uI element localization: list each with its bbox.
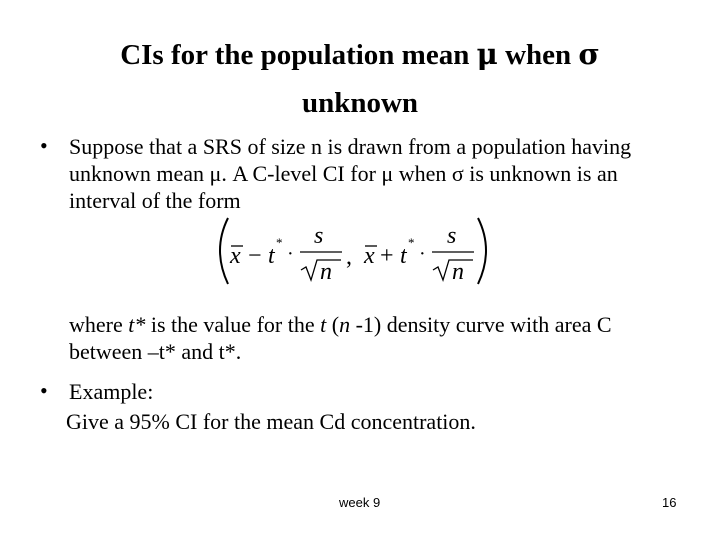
- mu-symbol: μ: [476, 37, 498, 71]
- comma: ,: [346, 244, 352, 270]
- plus-sign: +: [380, 243, 394, 269]
- example-text: [66, 408, 696, 435]
- xbar-1: x: [230, 243, 241, 269]
- where-n: n: [339, 312, 351, 337]
- sigma-symbol: σ: [578, 37, 600, 71]
- page-number: 16: [662, 495, 677, 510]
- minus-sign: −: [248, 243, 262, 269]
- where-b: is the value for the: [145, 312, 321, 337]
- bullet-1-text: [69, 133, 699, 214]
- left-paren: [220, 218, 228, 284]
- bullet-marker-2: •: [40, 378, 48, 403]
- title-line-2: unknown: [301, 87, 419, 119]
- where-text: [69, 311, 699, 365]
- where-d: -1) density curve with area C: [350, 312, 612, 337]
- t-star-1: t: [268, 243, 275, 269]
- s-numerator-1: s: [314, 223, 324, 249]
- bullet-2-label: Example:: [69, 379, 154, 404]
- n-denominator-1: n: [320, 259, 332, 285]
- dot-2: ·: [419, 243, 426, 265]
- example-line: Give a 95% CI for the mean Cd concentration.: [66, 409, 476, 434]
- footer-center: week 9: [339, 495, 381, 510]
- s-numerator-2: s: [447, 223, 457, 249]
- ci-formula: [210, 212, 500, 292]
- slide-title: [0, 30, 720, 127]
- bullet-1-line-2: unknown mean μ. A C-level CI for μ when σ is unknown is an: [69, 161, 618, 186]
- title-text-mid: when: [497, 39, 579, 71]
- title-line-1: [0, 30, 720, 79]
- ci-formula-svg: [210, 212, 500, 292]
- n-denominator-2: n: [452, 259, 464, 285]
- where-t-star: t*: [128, 312, 146, 337]
- where-line-2: between –t* and t*.: [69, 339, 242, 364]
- t-star-1-sup: *: [276, 235, 283, 250]
- title-text-pre: CIs for the population mean: [120, 39, 477, 71]
- where-t: t: [320, 312, 327, 337]
- where-line-1: [69, 311, 699, 338]
- where-a: where: [69, 312, 129, 337]
- bullet-1-line-3: interval of the form: [69, 188, 241, 213]
- bullet-2-text: [69, 378, 699, 405]
- where-c: (: [326, 312, 340, 337]
- t-star-2-sup: *: [408, 235, 415, 250]
- xbar-2: x: [364, 243, 375, 269]
- right-paren: [478, 218, 486, 284]
- t-star-2: t: [400, 243, 407, 269]
- bullet-1-line-1: Suppose that a SRS of size n is drawn from a population having: [69, 134, 632, 159]
- bullet-marker-1: •: [40, 133, 48, 158]
- dot-1: ·: [287, 243, 294, 265]
